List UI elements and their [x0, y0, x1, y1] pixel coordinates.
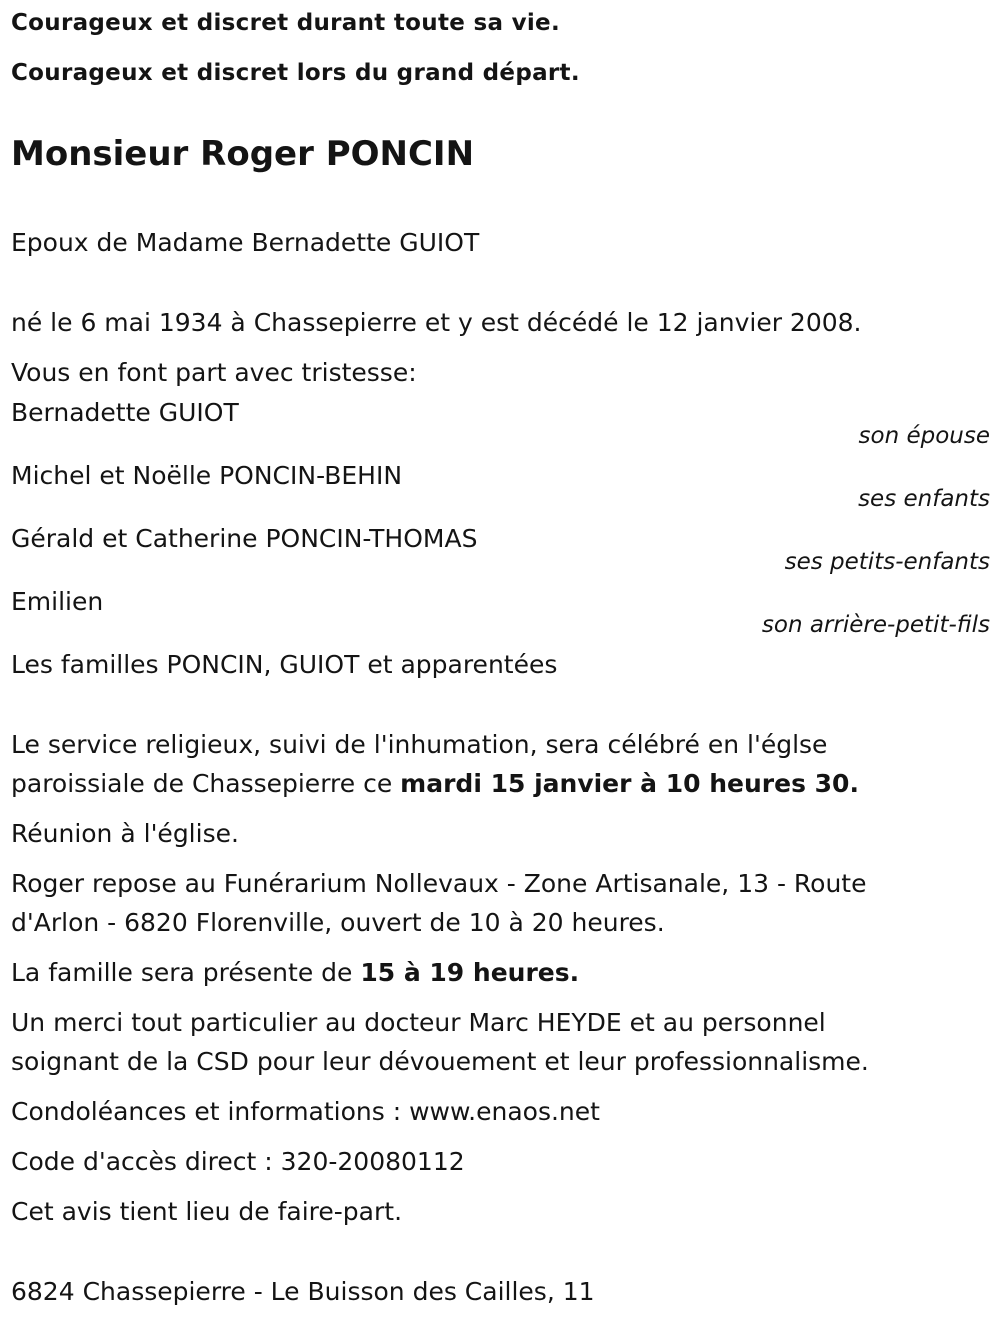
- family-member-names: Emilien: [11, 587, 104, 616]
- family-member-relation: son arrière-petit-fils: [761, 612, 990, 638]
- announcement-intro: Vous en font part avec tristesse:: [11, 358, 417, 387]
- service-line-2-text: paroissiale de Chassepierre ce: [11, 769, 401, 798]
- reunion-line: Réunion à l'église.: [11, 819, 239, 848]
- family-member-names: Bernadette GUIOT: [11, 398, 239, 427]
- rest-line-2: d'Arlon - 6820 Florenville, ouvert de 10 à 20 heures.: [11, 908, 665, 937]
- family-present-line: [11, 958, 579, 987]
- birth-death-line: né le 6 mai 1934 à Chassepierre et y est décédé le 12 janvier 2008.: [11, 308, 862, 337]
- family-present-text: La famille sera présente de: [11, 958, 361, 987]
- service-datetime: mardi 15 janvier à 10 heures 30.: [400, 769, 859, 798]
- family-member-names: Michel et Noëlle PONCIN-BEHIN: [11, 461, 403, 490]
- family-member-names: Gérald et Catherine PONCIN-THOMAS: [11, 524, 478, 553]
- epigraph-line-2: Courageux et discret lors du grand départ.: [11, 60, 580, 86]
- family-present-hours: 15 à 19 heures.: [360, 958, 580, 987]
- rest-line-1: Roger repose au Funérarium Nollevaux - Zone Artisanale, 13 - Route: [11, 869, 867, 898]
- service-line-2: [11, 769, 859, 798]
- family-member-names: Les familles PONCIN, GUIOT et apparentées: [11, 650, 558, 679]
- epigraph-line-1: Courageux et discret durant toute sa vie.: [11, 10, 560, 36]
- spouse-line: Epoux de Madame Bernadette GUIOT: [11, 228, 480, 257]
- thanks-line-2: soignant de la CSD pour leur dévouement et leur professionnalisme.: [11, 1047, 869, 1076]
- notice-line: Cet avis tient lieu de faire-part.: [11, 1197, 403, 1226]
- service-line-1: Le service religieux, suivi de l'inhumation, sera célébré en l'églse: [11, 730, 828, 759]
- deceased-name: Monsieur Roger PONCIN: [11, 134, 475, 174]
- thanks-line-1: Un merci tout particulier au docteur Marc HEYDE et au personnel: [11, 1008, 826, 1037]
- address-line: 6824 Chassepierre - Le Buisson des Cailles, 11: [11, 1277, 595, 1306]
- family-member-relation: ses enfants: [858, 486, 990, 512]
- family-member-relation: son épouse: [858, 423, 990, 449]
- access-code-line: Code d'accès direct : 320-20080112: [11, 1147, 465, 1176]
- condolences-line: Condoléances et informations : www.enaos.net: [11, 1097, 600, 1126]
- family-member-relation: ses petits-enfants: [784, 549, 990, 575]
